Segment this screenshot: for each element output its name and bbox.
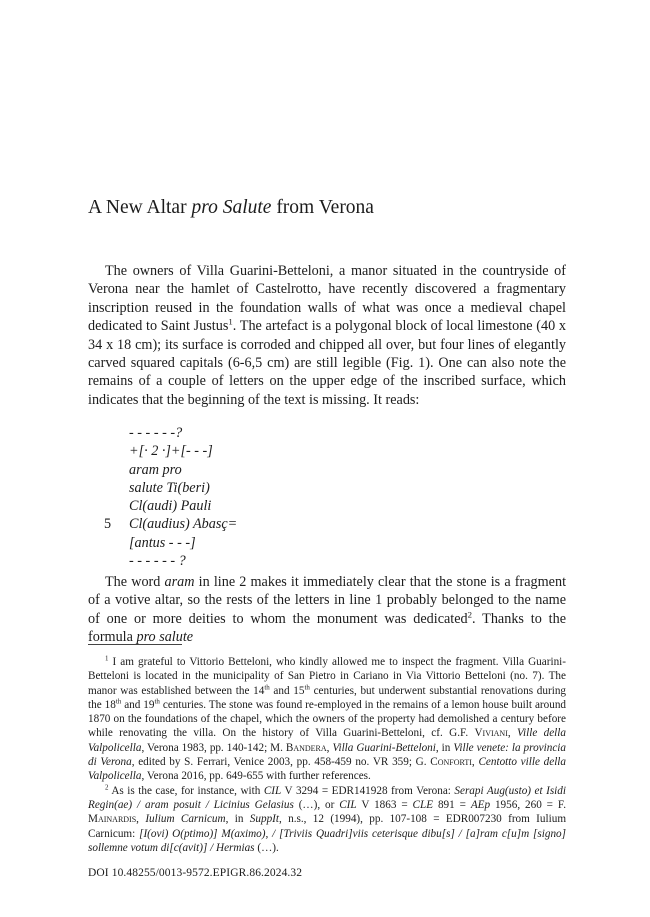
inscription-text	[104, 424, 237, 570]
line-number: 5	[104, 516, 112, 533]
paragraph-1: The owners of Villa Guarini-Betteloni, a manor situated in the countryside of Verona near the hamlet of Castelrotto, have recently discovered a fragmentary inscription reused in the foundation walls of what was once a medieval chapel dedicated to Saint Justus$^1$. The artefact is a polygonal block of local limestone (40 x 34 x 18 cm); its surface is corroded and chipped all over, but four lines of elegantly carved squared capitals (6-6,5 cm) are still legible (Fig. 1). One can also note the remains of a couple of letters on the upper edge of the inscribed surface, which indicates that the beginning of the text is missing. It reads:	[88, 263, 567, 408]
title-italic: pro Salute	[191, 197, 272, 218]
inscription-line: 5 Cl(audius) Abasç=	[104, 516, 238, 533]
inscription-line: - - - - - - ?	[129, 553, 186, 570]
footnote-1: $^1$ I am grateful to Vittorio Betteloni, who kindly allowed me to inspect the fragment. Villa Guarini-Betteloni is located in the municipality of San Pietro in Cariano in Via Vittorio Betteloni (no. 7). The manor was established between the 14th and 15th centuries, but underwent substantial renovations during the 18th and 19th centuries. The stone was found re-employed in the remains of a lemon house built around 1870 on the foundations of the chapel, which the owners of the property had demolished a century before while renovating the villa. On the history of Villa Guarini-Betteloni, cf. G.F. Viviani, Ville della Valpolicella, Verona 1983, pp. 140-142; M. Bandera, Villa Guarini-Betteloni, in Ville venete: la provincia di Verona, edited by S. Ferrari, Venice 2003, pp. 458-459 no. VR 359; G. Conforti, Centotto ville della Valpolicella, Verona 2016, pp. 649-655 with further references.	[88, 654, 567, 783]
footnotes	[88, 655, 566, 855]
inscription-line: aram pro	[129, 461, 182, 478]
inscription-line: - - - - - -?	[129, 425, 183, 441]
footnote-ref-1[interactable]: 1	[228, 316, 233, 327]
inscription-line: salute Ti(beri)	[129, 479, 210, 496]
inscription-line: +[· 2 ·]+[- - -]	[129, 443, 213, 460]
inscription-line: [antus - - -]	[129, 534, 196, 551]
footnote-ref-2[interactable]: 2	[467, 609, 473, 620]
article-title: A New Altar pro Salute from Verona	[88, 197, 374, 218]
footnote-separator	[88, 644, 182, 645]
footnote-2: $^2$ As is the case, for instance, with CIL V 3294 = EDR141928 from Verona: Serapi Aug(usto) et Isidi Regin(ae) / aram posuit / Licinius Gelasius (…), or CIL V 1863 = CLE 891 = AEp 1956, 260 = F. Mainardis, Iulium Carnicum, in SuppIt, n.s., 12 (1994), pp. 107-108 = EDR007230 from Iulium Carnicum: [I(ovi) O(ptimo)] M(aximo), / [Triviis Quadri]viis ceterisque dibu[s] / [a]ram c[u]m [signo] sollemne votum di[c(avit)] / Hermias (…).	[88, 782, 567, 854]
doi-reference: DOI 10.48255/0013-9572.EPIGR.86.2024.32	[88, 867, 303, 879]
paragraph-2: The word aram in line 2 makes it immediately clear that the stone is a fragment of a votive altar, so the rests of the letters in line 1 probably belonged to the name of one or more deities to whom the monument was dedicated$^2$. Thanks to the formula pro salute	[88, 574, 567, 646]
inscription-line: Cl(audi) Pauli	[129, 498, 212, 515]
